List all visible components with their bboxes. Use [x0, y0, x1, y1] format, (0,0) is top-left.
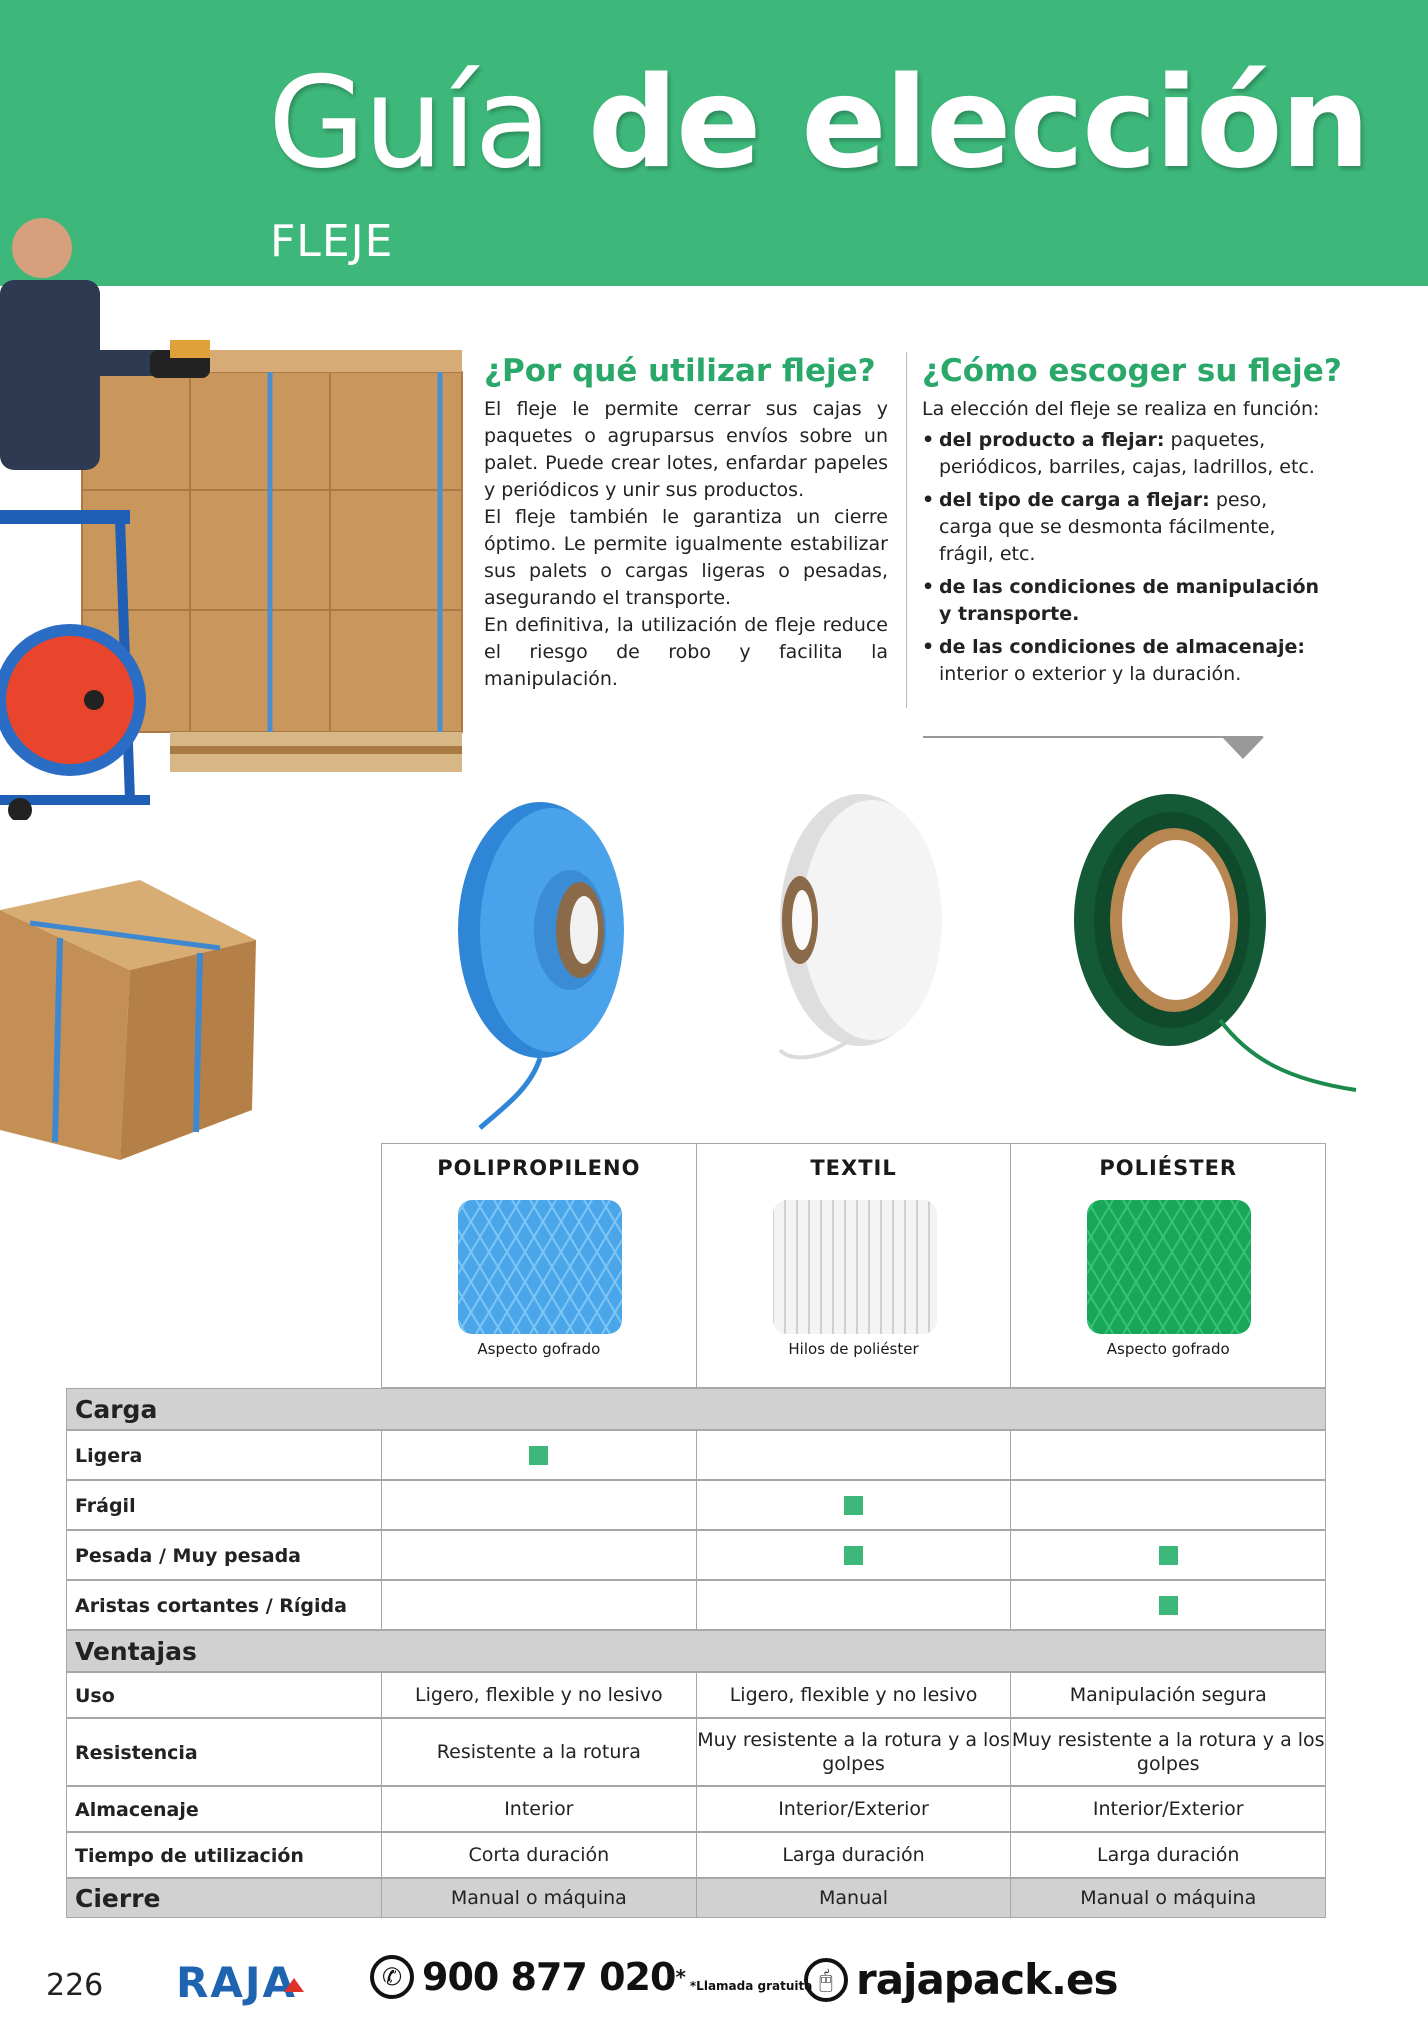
- row-label: Uso: [75, 1685, 115, 1707]
- material-swatch: [773, 1200, 937, 1334]
- row-label: Ligera: [75, 1445, 143, 1467]
- cell-value: Manual o máquina: [450, 1887, 627, 1909]
- table-cell: [696, 1580, 1012, 1630]
- section-carga: [66, 1388, 1326, 1430]
- how-list-item: • del tipo de carga a flejar: peso, carga que se desmonta fácilmente, frágil, etc.: [922, 487, 1322, 568]
- row-label-cell: [66, 1430, 382, 1480]
- pointer-line: [923, 736, 1263, 738]
- how-intro: La elección del fleje se realiza en función:: [922, 398, 1320, 420]
- cell-value: Interior/Exterior: [778, 1798, 929, 1820]
- table-cell: [696, 1672, 1012, 1718]
- title-bold: de elección: [587, 49, 1369, 196]
- column-title: POLIPROPILENO: [437, 1156, 641, 1180]
- table-cell: [1010, 1832, 1326, 1878]
- website-link[interactable]: [804, 1955, 1117, 2004]
- check-mark: [844, 1546, 863, 1565]
- phone-star: *: [675, 1965, 686, 1989]
- page-subtitle: FLEJE: [270, 216, 394, 267]
- table-cell: [696, 1480, 1012, 1530]
- section-ventajas: [66, 1630, 1326, 1672]
- polypropylene-roll-image: [440, 790, 640, 1130]
- table-cell: [381, 1580, 697, 1630]
- row-label-cell: [66, 1786, 382, 1832]
- phone-note: *Llamada gratuita: [689, 1979, 813, 1993]
- section-cierre: [66, 1878, 382, 1918]
- row-label-cell: [66, 1672, 382, 1718]
- how-list-item: • del producto a flejar: paquetes, periódicos, barriles, cajas, ladrillos, etc.: [922, 427, 1322, 481]
- table-cell: [696, 1878, 1012, 1918]
- column-header: [696, 1143, 1012, 1388]
- table-cell: [381, 1530, 697, 1580]
- pointer-arrow: [1222, 737, 1264, 759]
- table-cell: [696, 1430, 1012, 1480]
- cell-value: Ligero, flexible y no lesivo: [729, 1684, 978, 1706]
- why-heading: ¿Por qué utilizar fleje?: [484, 353, 876, 389]
- row-label-cell: [66, 1530, 382, 1580]
- table-cell: [1010, 1786, 1326, 1832]
- phone-icon: ✆: [370, 1955, 414, 1999]
- check-mark: [844, 1496, 863, 1515]
- row-label: Frágil: [75, 1495, 136, 1517]
- page-title: [268, 48, 1368, 198]
- textile-roll-image: [760, 790, 960, 1110]
- strapped-box-photo: [0, 850, 260, 1170]
- swatch-caption: Hilos de poliéster: [788, 1340, 919, 1358]
- table-cell: [696, 1718, 1012, 1786]
- cell-value: Manipulación segura: [1069, 1684, 1267, 1706]
- why-paragraph: El fleje también le garantiza un cierre óptimo. Le permite igualmente estabilizar sus palets o cargas ligeras o pesadas, asegurando el transporte.: [484, 506, 888, 609]
- table-cell: [1010, 1580, 1326, 1630]
- why-section: [484, 352, 888, 693]
- section-label: Cierre: [75, 1884, 161, 1913]
- column-title: TEXTIL: [810, 1156, 897, 1180]
- column-header: [1010, 1143, 1326, 1388]
- column-title: POLIÉSTER: [1099, 1156, 1238, 1180]
- page-number: 226: [46, 1968, 104, 2003]
- cell-value: Larga duración: [782, 1844, 925, 1866]
- cell-value: Muy resistente a la rotura y a los golpes: [697, 1729, 1010, 1775]
- table-cell: [381, 1786, 697, 1832]
- cell-value: Interior/Exterior: [1092, 1798, 1244, 1820]
- how-list-item: • de las condiciones de almacenaje: interior o exterior y la duración.: [922, 634, 1322, 688]
- table-cell: [696, 1786, 1012, 1832]
- table-cell: [381, 1718, 697, 1786]
- table-cell: [1010, 1878, 1326, 1918]
- raja-logo: RAJA: [176, 1958, 297, 2007]
- table-cell: [381, 1878, 697, 1918]
- table-cell: [1010, 1430, 1326, 1480]
- polyester-roll-image: [1060, 790, 1360, 1110]
- mouse-icon: 🖰: [804, 1958, 848, 2002]
- worker-pallet-photo: [0, 200, 470, 820]
- how-section: [922, 352, 1342, 694]
- website-url: rajapack.es: [856, 1955, 1118, 2004]
- title-light: Guía: [268, 49, 550, 196]
- swatch-caption: Aspecto gofrado: [1106, 1340, 1230, 1358]
- check-mark: [1159, 1596, 1178, 1615]
- cell-value: Muy resistente a la rotura y a los golpes: [1011, 1729, 1325, 1775]
- row-label: Tiempo de utilización: [75, 1845, 304, 1867]
- row-label: Pesada / Muy pesada: [75, 1545, 302, 1567]
- table-cell: [1010, 1480, 1326, 1530]
- table-cell: [696, 1832, 1012, 1878]
- cell-value: Ligero, flexible y no lesivo: [415, 1684, 663, 1706]
- row-label: Resistencia: [75, 1742, 198, 1764]
- phone-contact[interactable]: [370, 1955, 812, 1999]
- table-cell: [1010, 1530, 1326, 1580]
- swatch-caption: Aspecto gofrado: [477, 1340, 601, 1358]
- column-header: [381, 1143, 697, 1388]
- cell-value: Resistente a la rotura: [436, 1741, 641, 1763]
- row-label-cell: [66, 1480, 382, 1530]
- table-cell: [1010, 1718, 1326, 1786]
- cell-value: Corta duración: [468, 1844, 610, 1866]
- table-cell: [696, 1530, 1012, 1580]
- check-mark: [529, 1446, 548, 1465]
- section-label: Carga: [75, 1395, 158, 1424]
- column-divider: [906, 352, 907, 708]
- cell-value: Larga duración: [1097, 1844, 1240, 1866]
- cell-value: Manual o máquina: [1080, 1887, 1257, 1909]
- table-cell: [381, 1430, 697, 1480]
- cell-value: Manual: [819, 1887, 889, 1909]
- table-cell: [381, 1480, 697, 1530]
- raja-logo-accent: [284, 1978, 304, 1992]
- how-heading: ¿Cómo escoger su fleje?: [922, 353, 1342, 389]
- check-mark: [1159, 1546, 1178, 1565]
- cell-value: Interior: [504, 1798, 574, 1820]
- why-paragraph: En definitiva, la utilización de fleje reduce el riesgo de robo y facilita la manipulación.: [484, 614, 888, 690]
- row-label-cell: [66, 1718, 382, 1786]
- phone-number: 900 877 020: [422, 1955, 676, 1999]
- table-cell: [381, 1672, 697, 1718]
- row-label: Almacenaje: [75, 1799, 199, 1821]
- row-label-cell: [66, 1580, 382, 1630]
- table-cell: [381, 1832, 697, 1878]
- how-list-item: • de las condiciones de manipulación y transporte.: [922, 574, 1322, 628]
- how-list: [922, 427, 1322, 688]
- row-label-cell: [66, 1832, 382, 1878]
- why-paragraph: El fleje le permite cerrar sus cajas y paquetes o agruparsus envíos sobre un palet. Puede crear lotes, enfardar papeles y periódicos y unir sus productos.: [484, 398, 888, 501]
- material-swatch: [1087, 1200, 1251, 1334]
- section-label: Ventajas: [75, 1637, 197, 1666]
- material-swatch: [458, 1200, 622, 1334]
- row-label: Aristas cortantes / Rígida: [75, 1595, 347, 1617]
- table-cell: [1010, 1672, 1326, 1718]
